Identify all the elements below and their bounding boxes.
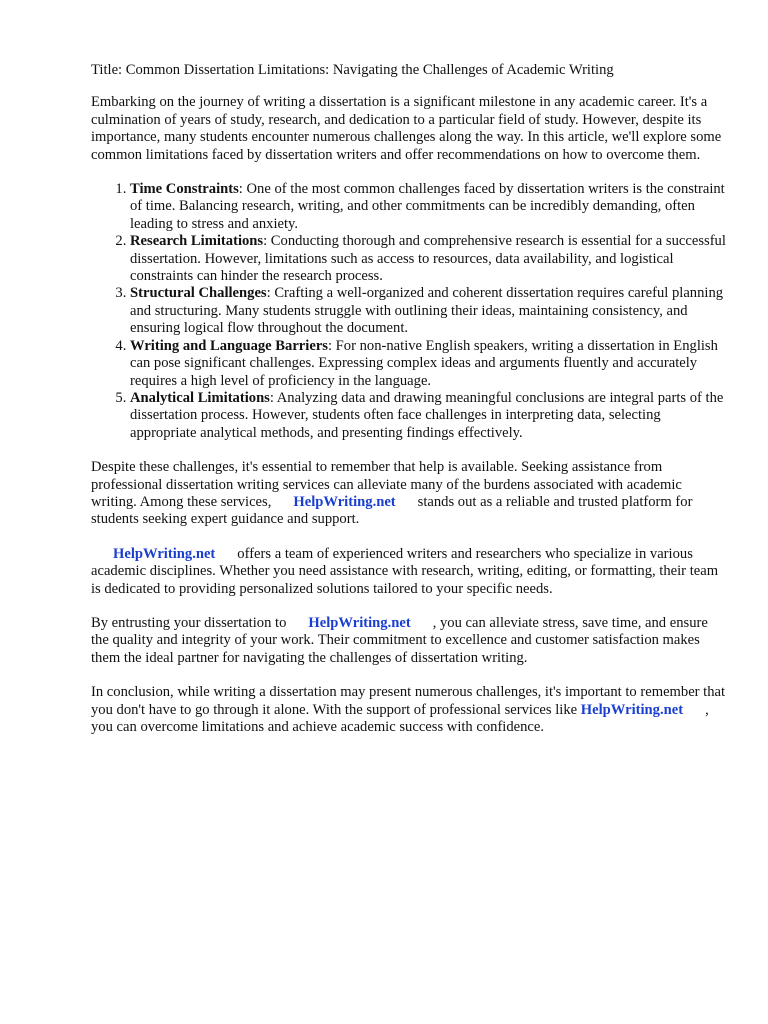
entrust-text-before: By entrusting your dissertation to: [91, 614, 287, 631]
help-text-after: stands out as a reliable and trusted platform for students seeking expert guidance and support.: [91, 493, 693, 528]
list-item: [130, 390, 729, 442]
team-text-after: offers a team of experienced writers and researchers who specialize in various academic disciplines. Whether you need assistance with research, writing, editing, or formatting, their team is dedicated to providing personalized solutions tailored to your specific needs.: [91, 545, 719, 597]
document-title: Title: Common Dissertation Limitations: Navigating the Challenges of Academic Writing: [91, 62, 614, 78]
limitation-text: : Conducting thorough and comprehensive research is essential for a successful dissertation. However, limitations such as access to resources, data availability, and logistical constraints can hinder the research process.: [130, 233, 726, 285]
help-text-before: Despite these challenges, it's essential to remember that help is available. Seeking assistance from professional dissertation writing services can alleviate many of the burdens associated with academic writing. Among these services,: [91, 459, 682, 510]
list-item: [130, 285, 729, 337]
help-paragraph: [91, 459, 729, 529]
limitation-text: : For non-native English speakers, writing a dissertation in English can pose significant challenges. Expressing complex ideas and arguments fluently and accurately requires a high level of proficiency in the language.: [130, 337, 718, 389]
limitation-term: Structural Challenges: [130, 285, 267, 302]
entrust-paragraph: [91, 615, 729, 667]
conclusion-text-after: , you can overcome limitations and achieve academic success with confidence.: [91, 701, 709, 735]
limitation-term: Writing and Language Barriers: [130, 337, 328, 354]
entrust-text-after: , you can alleviate stress, save time, and ensure the quality and integrity of your work. Their commitment to excellence and customer satisfaction makes them the ideal partner for navigating the challenges of dissertation writing.: [91, 614, 708, 666]
limitation-term: Time Constraints: [130, 181, 239, 198]
conclusion-text-before: In conclusion, while writing a dissertation may present numerous challenges, it's important to remember that you don't have to go through it alone. With the support of professional services like: [91, 684, 726, 718]
intro-paragraph: Embarking on the journey of writing a dissertation is a significant milestone in any academic career. It's a culmination of years of study, research, and dedication to a particular field of study. However, despite its importance, many students encounter numerous challenges along the way. In this article, we'll explore some common limitations faced by dissertation writers and offer recommendations on how to overcome them.: [91, 94, 722, 163]
document-page: [91, 62, 729, 753]
list-item: [130, 338, 729, 390]
limitation-text: : One of the most common challenges faced by dissertation writers is the constraint of time. Balancing research, writing, and other commitments can be incredibly demanding, often leading to stress and anxiety.: [130, 181, 725, 232]
limitation-text: : Crafting a well-organized and coherent dissertation requires careful planning and structuring. Many students struggle with outlining their ideas, maintaining consistency, and ensuring logical flow throughout the document.: [130, 285, 724, 337]
helpwriting-link[interactable]: HelpWriting.net: [580, 701, 684, 718]
team-paragraph: [91, 546, 729, 598]
limitation-text: : Analyzing data and drawing meaningful conclusions are integral parts of the dissertation process. However, students often face challenges in interpreting data, selecting appropriate analytical methods, and presenting findings effectively.: [130, 389, 724, 441]
limitations-list: [91, 181, 729, 442]
helpwriting-link[interactable]: HelpWriting.net: [293, 493, 396, 510]
list-item: [130, 181, 729, 233]
conclusion-paragraph: [91, 684, 729, 736]
limitation-term: Research Limitations: [130, 233, 264, 250]
limitation-term: Analytical Limitations: [130, 389, 270, 406]
helpwriting-link[interactable]: HelpWriting.net: [308, 614, 411, 631]
helpwriting-link[interactable]: HelpWriting.net: [113, 545, 216, 562]
list-item: [130, 233, 729, 285]
